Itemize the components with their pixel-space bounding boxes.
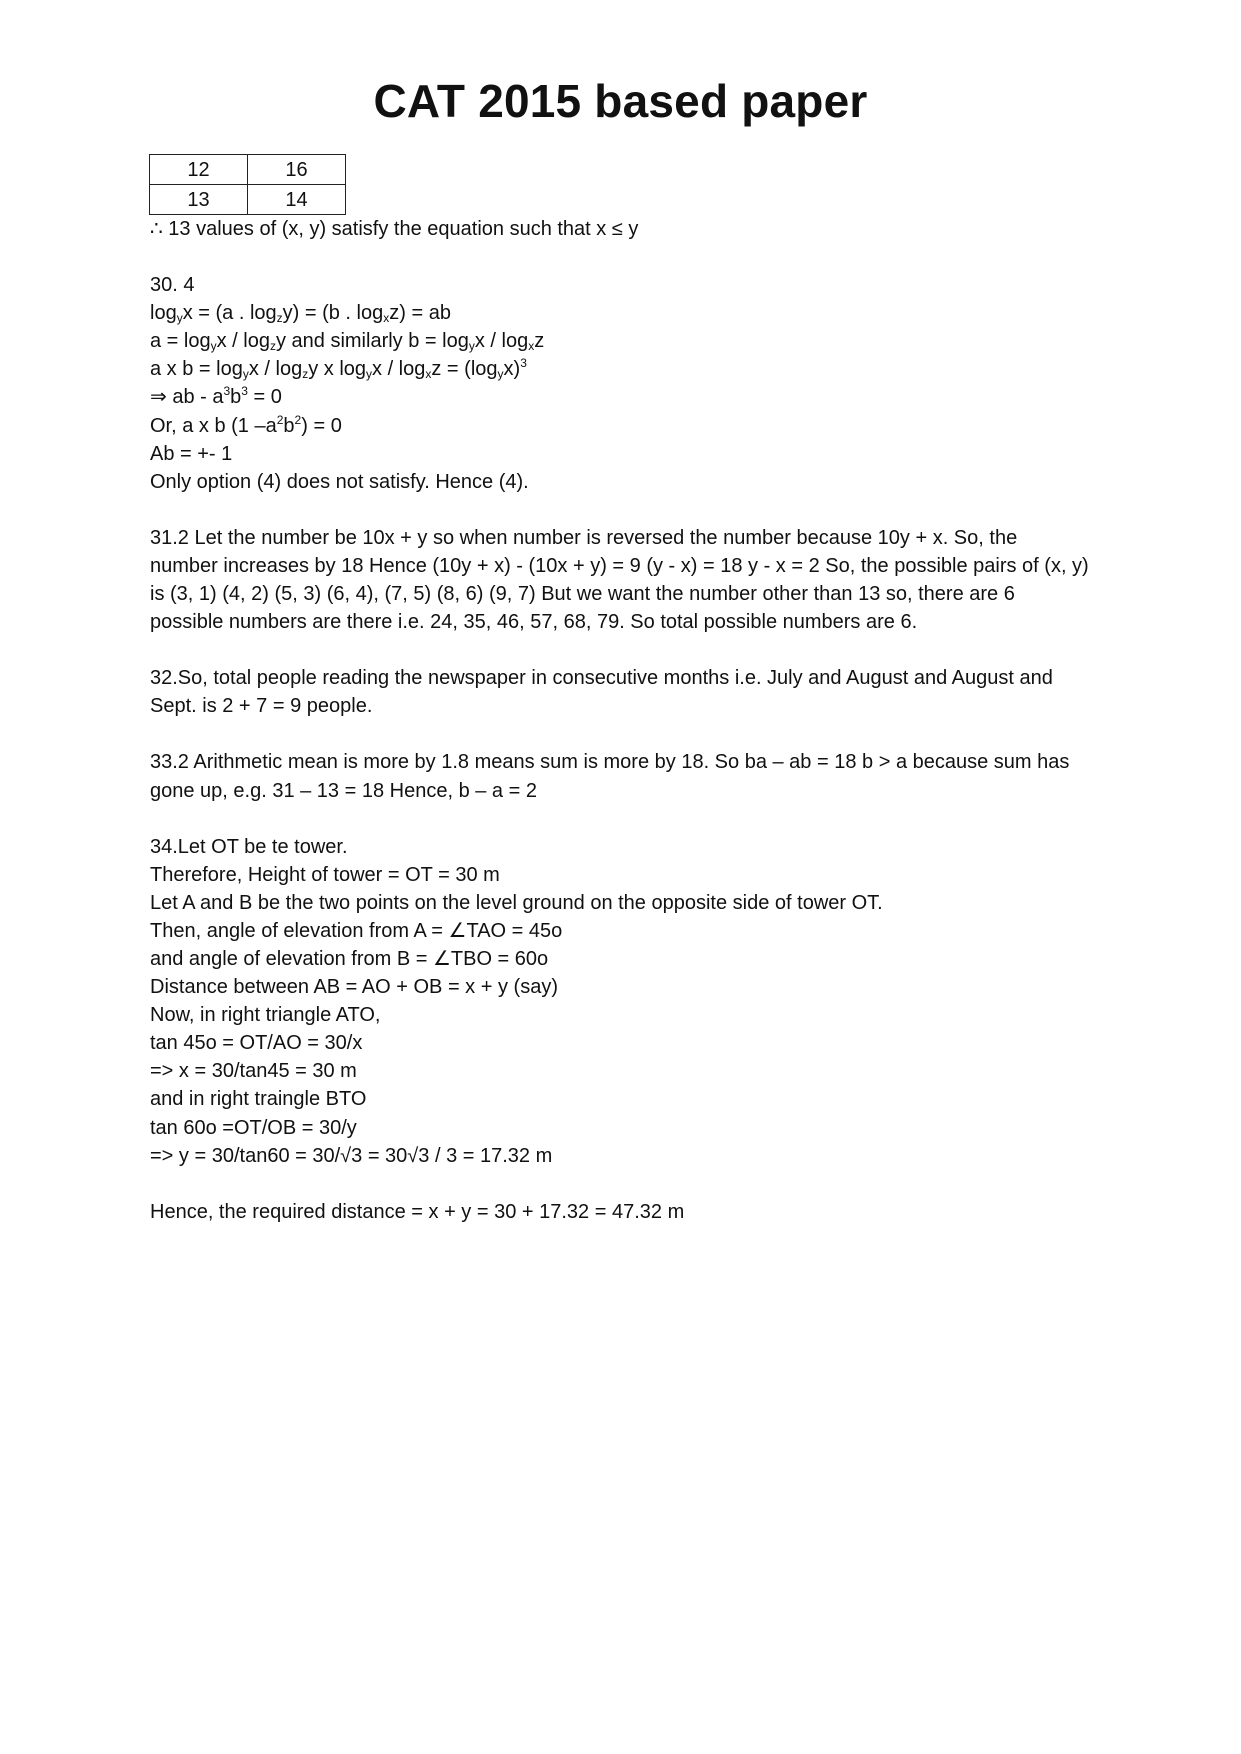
- q34-line: Let A and B be the two points on the level ground on the opposite side of tower OT.: [150, 891, 883, 914]
- q30-line-5: Or, a x b (1 $-a^2b^2) = 0$: [150, 412, 342, 437]
- conclusion-text: ∴ 13 values of (x, y) satisfy the equation such that x ≤ y: [150, 218, 639, 240]
- table-cell: 13: [150, 185, 248, 215]
- q34-line: and angle of elevation from B = ∠TBO = 60o: [150, 947, 549, 970]
- q30-line-3: a x $b = \log_yx / \log_zy$ x $\log_yx / \log_xz = (\log_yx)^3$: [150, 356, 527, 382]
- q34-line: Distance between AB = AO + OB = x + y (say): [150, 976, 558, 999]
- table-cell: 12: [150, 155, 248, 185]
- q34-line: Now, in right triangle ATO,: [150, 1004, 381, 1027]
- table-row: [150, 185, 346, 215]
- q30-heading: 30. 4: [150, 274, 195, 297]
- q34-line: Then, angle of elevation from A = ∠TAO = 45o: [150, 919, 563, 942]
- table-cell: 14: [248, 185, 346, 215]
- q34-line: tan 45o = OT/AO = 30/x: [150, 1032, 363, 1055]
- q30-line-4: ⇒ ab - $a^3b^3 = 0$: [150, 384, 282, 409]
- q30-line-2: $a = \log_yx / \log_zy$ and similarly $b = \log_yx / \log_xz$: [150, 330, 545, 354]
- q32-paragraph: 32.So, total people reading the newspaper in consecutive months i.e. July and August and August and Sept. is 2 + 7 = 9 people.: [150, 667, 1053, 718]
- q34-line: and in right traingle BTO: [150, 1088, 367, 1111]
- q30-line-7: Only option (4) does not satisfy. Hence (4).: [150, 470, 529, 493]
- q31-paragraph: 31.2 Let the number be 10x + y so when number is reversed the number because 10y + x. So, the number increases by 18 Hence (10y + x) - (10x + y) = 9 (y - x) = 18 y - x = 2 So, the possible pairs of (x, y) is (3, 1) (4, 2) (5, 3) (6, 4), (7, 5) (8, 6) (9, 7) But we want the number other than 13 so, there are 6 possible numbers are there i.e. 24, 35, 46, 57, 68, 79. So total possible numbers are 6.: [150, 526, 1089, 634]
- q34-line: 34.Let OT be te tower.: [150, 835, 348, 858]
- table-cell: 16: [248, 155, 346, 185]
- q34-line: tan 60o =OT/OB = 30/y: [150, 1116, 357, 1139]
- q34-line: Therefore, Height of tower = OT = 30 m: [150, 863, 500, 886]
- table-row: [150, 155, 346, 185]
- q30-line-1: $\log_yx = (a$ . $\log_zy) = (b$ . $\log_xz$) = ab: [150, 302, 451, 326]
- values-table: [149, 154, 346, 215]
- q34-line: => x = 30/tan45 = 30 m: [150, 1060, 357, 1083]
- page-title: CAT 2015 based paper: [373, 75, 868, 127]
- q30-line-6: Ab = +- 1: [150, 442, 233, 465]
- q34-line: => y = 30/tan60 = 30/√3 = 30√3 / 3 = 17.32 m: [150, 1144, 553, 1167]
- q33-paragraph: 33.2 Arithmetic mean is more by 1.8 means sum is more by 18. So ba – ab = 18 b > a because sum has gone up, e.g. 31 – 13 = 18 Hence, b – a = 2: [150, 751, 1070, 802]
- q34-final-answer: Hence, the required distance = x + y = 30 + 17.32 = 47.32 m: [150, 1200, 685, 1223]
- document-body: [150, 154, 1090, 1226]
